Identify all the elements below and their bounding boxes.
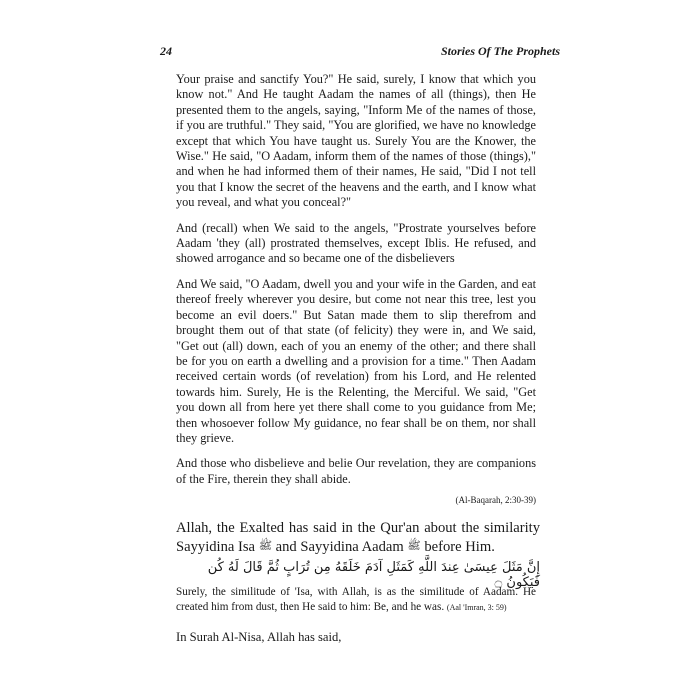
running-title: Stories Of The Prophets	[440, 44, 560, 58]
lead-text-1: Allah, the Exalted has said in the Qur'an about the similarity Sayyidina Isa	[176, 520, 540, 555]
lead-text-3: before Him.	[424, 539, 495, 555]
paragraph-4: And those who disbelieve and belie Our revelation, they are companions of the Fire, therein they shall abide.	[176, 456, 536, 486]
honorific-icon: ﷺ	[258, 539, 272, 552]
verse-translation	[176, 585, 536, 615]
citation: (Al-Baqarah, 2:30-39)	[455, 495, 536, 506]
quran-quote-block	[176, 72, 536, 513]
paragraph-1: Your praise and sanctify You?" He said, surely, I know that which you know not." And He taught Aadam the names of all (things), then He presented them to the angels, saying, "Inform Me of the names of those, if you are truthful." They said, "You are glorified, we have no knowledge except that which You have taught us. Surely You are the Knower, the Wise." He said, "O Aadam, inform them of the names of those (things)," and when he had informed them of their names, He said, "Did I not tell you that I know the secret of the heavens and the earth, and I know what you reveal, and what you conceal?"	[176, 72, 536, 210]
page-number: 24	[160, 44, 172, 58]
closing-line: In Surah Al-Nisa, Allah has said,	[176, 630, 342, 644]
translation-reference: (Aal 'Imran, 3: 59)	[446, 602, 507, 612]
honorific-icon-2: ﷺ	[407, 539, 421, 552]
lead-paragraph	[176, 520, 540, 556]
translation-text: Surely, the similitude of 'Isa, with Allah, is as the similitude of Aadam. He created him from dust, then He said to him: Be, and he was.	[176, 586, 536, 613]
lead-text-2: and Sayyidina Aadam	[275, 539, 404, 555]
paragraph-2: And (recall) when We said to the angels, "Prostrate yourselves before Aadam 'they (all) prostrated themselves, except Iblis. He refused, and showed arrogance and so became one of the disbelievers	[176, 220, 536, 266]
page-header	[160, 44, 560, 64]
paragraph-3: And We said, "O Aadam, dwell you and your wife in the Garden, and eat thereof freely wherever you desire, but come not near this tree, lest you become an evil doers." But Satan made them to slip therefrom and brought them out of that state (of felicity) they were in, and We said, "Get out (all) down, each of you an enemy of the other; and there shall be for you on earth a dwelling and a provision for a time." Then Aadam received certain words (of revelation) from his Lord, and He relented towards him. Surely, He is the Relenting, the Merciful. We said, "Get you down all from here yet there shall come to you guidance from Me; then whosoever follow My guidance, no fear shall be on them, nor shall they grieve.	[176, 276, 536, 445]
arabic-verse: إِنَّ مَثَلَ عِيسَىٰ عِندَ اللَّهِ كَمَثَلِ آدَمَ خَلَقَهُ مِن تُرَابٍ ثُمَّ قَالَ لَهُ كُن فَيَكُونُ ۝	[207, 560, 540, 590]
